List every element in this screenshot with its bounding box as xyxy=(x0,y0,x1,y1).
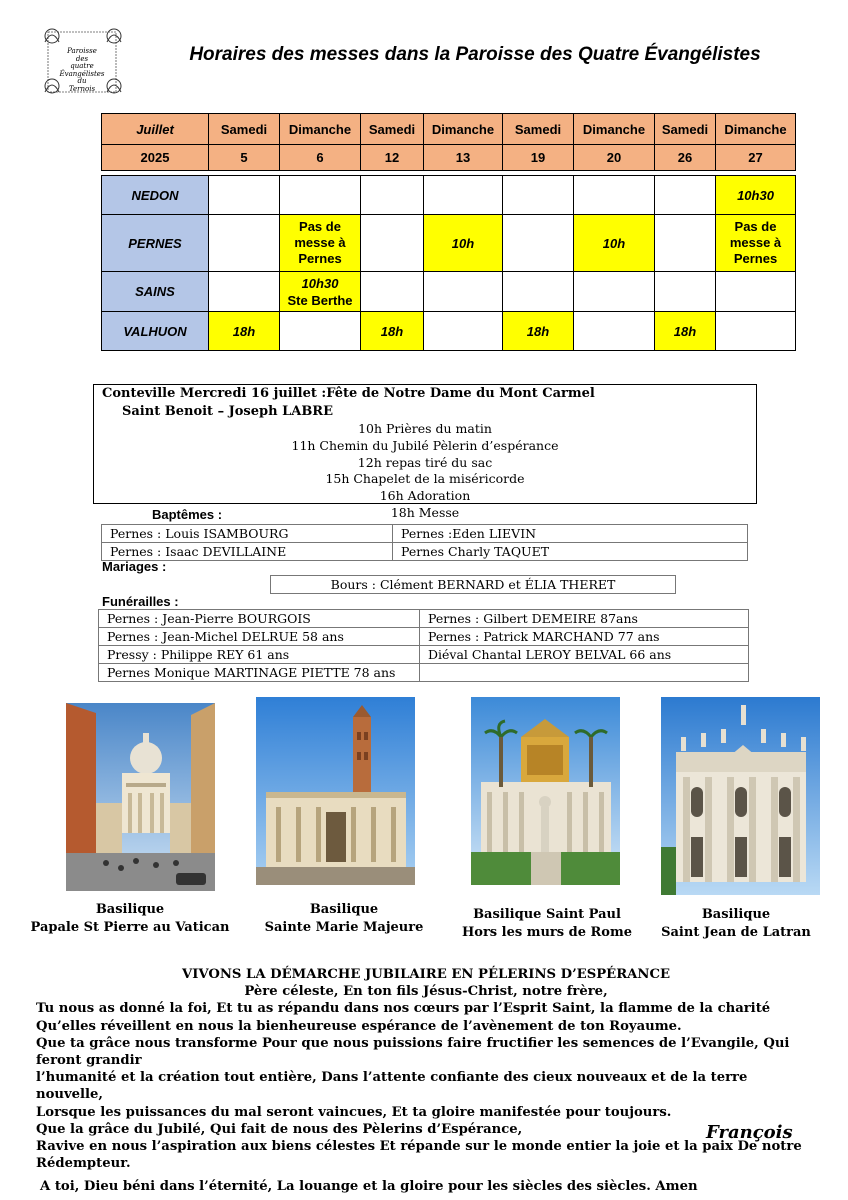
table-cell: Pernes Charly TAQUET xyxy=(393,543,748,561)
mariage-entry: Bours : Clément BERNARD et ÉLIA THERET xyxy=(270,575,676,594)
date-cell: 27 xyxy=(716,145,796,171)
slot-cell xyxy=(280,312,361,351)
event-line: 16h Adoration xyxy=(379,488,471,504)
funerailles-label: Funérailles : xyxy=(102,594,179,609)
event-line: 11h Chemin du Jubilé Pèlerin d’espérance xyxy=(291,437,559,453)
church-name: Ste Berthe xyxy=(287,292,353,308)
prayer-line: Qu’elles réveillent en nous la bienheureuse espérance de l’avènement de ton Royaume. xyxy=(36,1018,682,1034)
date-cell: 6 xyxy=(280,145,361,171)
day-cell: Dimanche xyxy=(280,114,361,145)
table-row xyxy=(102,525,748,543)
prayer-subtitle: Père céleste, En ton fils Jésus-Christ, notre frère, xyxy=(244,984,608,1000)
caption-line: Papale St Pierre au Vatican xyxy=(30,920,230,935)
slot-cell xyxy=(424,176,503,215)
slot-cell xyxy=(716,215,796,272)
table-row xyxy=(99,664,749,682)
event-line: 12h repas tiré du sac xyxy=(357,454,493,470)
slot-cell xyxy=(280,176,361,215)
place-cell: NEDON xyxy=(102,176,209,215)
event-line: 10h Prières du matin xyxy=(358,421,492,436)
caption-line: Sainte Marie Majeure xyxy=(264,920,424,935)
caption-line: Basilique xyxy=(309,902,379,917)
event-line: 18h Messe xyxy=(390,504,460,520)
prayer-line: Lorsque les puissances du mal seront vaincues, Et ta gloire manifestée pour toujours. xyxy=(36,1104,672,1120)
jubilee-prayer xyxy=(36,966,816,1196)
page-title: Horaires des messes dans la Paroisse des Quatre Évangélistes xyxy=(189,44,761,65)
basilica-image xyxy=(661,697,820,895)
slot-cell xyxy=(361,215,424,272)
logo-line: du xyxy=(77,77,87,86)
slot-cell xyxy=(655,176,716,215)
slot-cell: 18h xyxy=(503,312,574,351)
slot-cell xyxy=(280,215,361,272)
slot-cell xyxy=(503,176,574,215)
parish-logo xyxy=(40,26,124,96)
event-heading-right: Saint Benoit – Joseph LABRE xyxy=(122,404,334,419)
logo-line: Paroisse xyxy=(67,47,97,55)
table-cell: Pernes : Isaac DEVILLAINE xyxy=(102,543,393,561)
schedule-dates-row xyxy=(102,145,796,171)
event-line: 15h Chapelet de la miséricorde xyxy=(325,471,525,487)
slot-cell xyxy=(209,176,280,215)
basilica-image xyxy=(256,697,415,885)
slot-cell xyxy=(655,215,716,272)
sainte-marie-majeure-image xyxy=(256,697,415,885)
saint-paul-basilica-image xyxy=(471,697,620,885)
caption-line: Basilique Saint Paul xyxy=(473,907,621,922)
table-cell: Pernes : Patrick MARCHAND 77 ans xyxy=(420,628,749,646)
table-cell: Pernes : Jean-Michel DELRUE 58 ans xyxy=(99,628,420,646)
day-cell: Samedi xyxy=(209,114,280,145)
slot-cell xyxy=(424,272,503,312)
place-cell: VALHUON xyxy=(102,312,209,351)
day-cell: Samedi xyxy=(503,114,574,145)
baptemes-label: Baptêmes : xyxy=(152,507,223,522)
table-row xyxy=(99,610,749,628)
date-cell: 19 xyxy=(503,145,574,171)
slot-cell xyxy=(361,272,424,312)
logo-text xyxy=(54,48,110,94)
slot-cell xyxy=(280,272,361,312)
mass-schedule-table xyxy=(101,113,796,351)
saint-jean-latran-image xyxy=(661,697,820,895)
date-cell: 12 xyxy=(361,145,424,171)
basilica-image xyxy=(471,697,620,885)
slot-cell xyxy=(209,272,280,312)
caption-line: Basilique xyxy=(701,907,771,922)
slot-cell xyxy=(424,312,503,351)
caption-st-pierre xyxy=(30,901,230,937)
signature: François xyxy=(706,1122,793,1143)
caption-line: Saint Jean de Latran xyxy=(661,925,811,940)
slot-cell xyxy=(574,312,655,351)
baptemes-table xyxy=(101,524,748,561)
table-cell: Pernes : Louis ISAMBOURG xyxy=(102,525,393,543)
date-cell: 20 xyxy=(574,145,655,171)
slot-cell: 18h xyxy=(361,312,424,351)
slot-cell xyxy=(716,312,796,351)
table-row xyxy=(99,628,749,646)
table-row xyxy=(99,646,749,664)
logo-line: quatre xyxy=(70,62,94,71)
place-cell: SAINS xyxy=(102,272,209,312)
prayer-closing: A toi, Dieu béni dans l’éternité, La louange et la gloire pour les siècles des siècles. Amen xyxy=(40,1179,698,1195)
table-cell: Pressy : Philippe REY 61 ans xyxy=(99,646,420,664)
day-cell: Dimanche xyxy=(716,114,796,145)
prayer-line: Ravive en nous l’aspiration aux biens célestes Et répande sur le monde entier la joie et la paix De notre Rédempteur. xyxy=(36,1139,802,1172)
day-cell: Dimanche xyxy=(574,114,655,145)
slot-cell xyxy=(361,176,424,215)
caption-saint-jean xyxy=(656,906,816,942)
basilica-image xyxy=(66,703,215,891)
prayer-title: VIVONS LA DÉMARCHE JUBILAIRE EN PÉLERINS D’ESPÉRANCE xyxy=(181,967,670,982)
prayer-line: Que la grâce du Jubilé, Qui fait de nous des Pèlerins d’Espérance, xyxy=(36,1121,523,1137)
slot-cell: 10h30 xyxy=(716,176,796,215)
funerailles-table xyxy=(98,609,749,682)
prayer-line: l’humanité et la création tout entière, Dans l’attente confiante des cieux nouveaux et de la terre nouvelle, xyxy=(36,1070,748,1103)
year-cell: 2025 xyxy=(102,145,209,171)
table-cell: Pernes : Jean-Pierre BOURGOIS xyxy=(99,610,420,628)
caption-line: Basilique xyxy=(95,902,165,917)
table-cell: Pernes :Eden LIEVIN xyxy=(393,525,748,543)
table-cell: Pernes Monique MARTINAGE PIETTE 78 ans xyxy=(99,664,420,682)
prayer-line: Tu nous as donné la foi, Et tu as répandu dans nos cœurs par l’Esprit Saint, la flamme de la charité xyxy=(36,1001,771,1017)
place-cell: PERNES xyxy=(102,215,209,272)
caption-line: Hors les murs de Rome xyxy=(462,925,632,940)
schedule-row-valhuon xyxy=(102,312,796,351)
slot-cell xyxy=(574,272,655,312)
logo-line: Évangélistes xyxy=(59,69,105,78)
slot-cell xyxy=(716,272,796,312)
no-mass-text: Pas de messe à Pernes xyxy=(294,219,346,266)
date-cell: 5 xyxy=(209,145,280,171)
slot-cell: 10h xyxy=(424,215,503,272)
slot-cell xyxy=(503,272,574,312)
event-heading xyxy=(94,385,756,421)
table-cell: Pernes : Gilbert DEMEIRE 87ans xyxy=(420,610,749,628)
schedule-days-row xyxy=(102,114,796,145)
st-peter-basilica-image xyxy=(66,703,215,891)
schedule-row-pernes xyxy=(102,215,796,272)
table-row xyxy=(102,543,748,561)
slot-cell xyxy=(503,215,574,272)
date-cell: 26 xyxy=(655,145,716,171)
slot-cell xyxy=(574,176,655,215)
date-cell: 13 xyxy=(424,145,503,171)
mass-time: 10h30 xyxy=(301,275,339,291)
mariages-label: Mariages : xyxy=(102,559,167,574)
slot-cell xyxy=(209,215,280,272)
event-heading-left: Conteville Mercredi 16 juillet :Fête de Notre Dame du Mont Carmel xyxy=(102,386,595,401)
caption-saint-paul xyxy=(462,906,632,942)
day-cell: Dimanche xyxy=(424,114,503,145)
no-mass-text: Pas de messe à Pernes xyxy=(729,219,782,266)
table-cell: Diéval Chantal LEROY BELVAL 66 ans xyxy=(420,646,749,664)
prayer-line: Que ta grâce nous transforme Pour que nous puissions faire fructifier les semences de l’Evangile, Qui feront grandir xyxy=(36,1035,790,1069)
table-cell xyxy=(420,664,749,682)
slot-cell xyxy=(655,272,716,312)
month-cell: Juillet xyxy=(102,114,209,145)
logo-line: des xyxy=(75,54,89,63)
caption-sainte-marie xyxy=(264,901,424,937)
day-cell: Samedi xyxy=(655,114,716,145)
schedule-row-nedon xyxy=(102,176,796,215)
logo-line: Ternois xyxy=(68,84,96,93)
slot-cell: 18h xyxy=(209,312,280,351)
slot-cell: 18h xyxy=(655,312,716,351)
schedule-row-sains xyxy=(102,272,796,312)
day-cell: Samedi xyxy=(361,114,424,145)
slot-cell: 10h xyxy=(574,215,655,272)
